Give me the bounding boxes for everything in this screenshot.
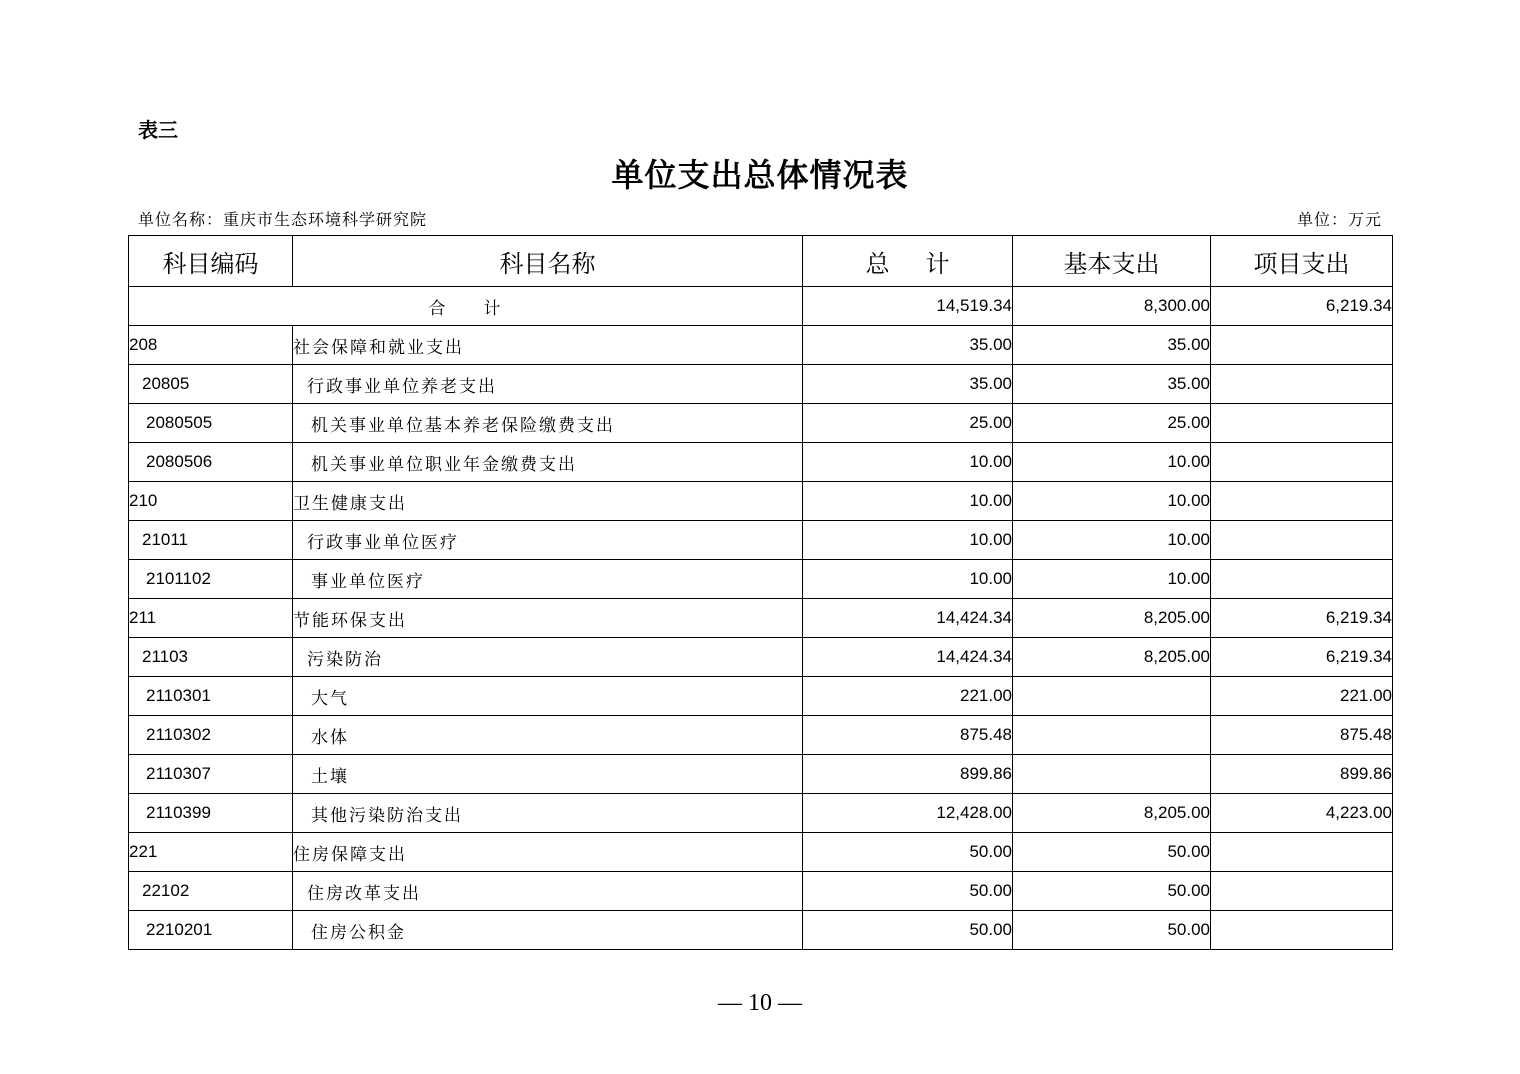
row-total: 14,424.34 xyxy=(803,638,1013,677)
row-basic: 25.00 xyxy=(1013,404,1211,443)
row-basic xyxy=(1013,677,1211,716)
row-project: 6,219.34 xyxy=(1211,599,1393,638)
row-name: 行政事业单位养老支出 xyxy=(293,365,803,404)
row-total: 25.00 xyxy=(803,404,1013,443)
table-row xyxy=(129,443,1393,482)
row-total: 10.00 xyxy=(803,560,1013,599)
row-total: 899.86 xyxy=(803,755,1013,794)
row-total: 221.00 xyxy=(803,677,1013,716)
table-row xyxy=(129,716,1393,755)
total-label-a: 合 xyxy=(428,298,448,319)
row-code: 20805 xyxy=(129,365,293,404)
row-project xyxy=(1211,560,1393,599)
total-row xyxy=(129,287,1393,326)
header-project: 项目支出 xyxy=(1211,236,1393,287)
unit-name: 单位名称：重庆市生态环境科学研究院 xyxy=(138,210,428,229)
row-name: 其他污染防治支出 xyxy=(293,794,803,833)
row-project: 875.48 xyxy=(1211,716,1393,755)
row-project xyxy=(1211,521,1393,560)
table-row xyxy=(129,365,1393,404)
row-basic: 10.00 xyxy=(1013,443,1211,482)
table-row xyxy=(129,482,1393,521)
row-name: 水体 xyxy=(293,716,803,755)
table-row xyxy=(129,521,1393,560)
row-basic: 10.00 xyxy=(1013,482,1211,521)
row-project: 6,219.34 xyxy=(1211,638,1393,677)
row-basic: 8,205.00 xyxy=(1013,638,1211,677)
row-basic: 50.00 xyxy=(1013,872,1211,911)
header-basic: 基本支出 xyxy=(1013,236,1211,287)
table-row xyxy=(129,872,1393,911)
row-code: 2110301 xyxy=(129,677,293,716)
row-name: 社会保障和就业支出 xyxy=(293,326,803,365)
row-total: 12,428.00 xyxy=(803,794,1013,833)
table-row xyxy=(129,599,1393,638)
row-project xyxy=(1211,833,1393,872)
row-total: 10.00 xyxy=(803,521,1013,560)
row-total: 14,424.34 xyxy=(803,599,1013,638)
row-basic: 8,205.00 xyxy=(1013,794,1211,833)
row-basic: 50.00 xyxy=(1013,833,1211,872)
row-code: 211 xyxy=(129,599,293,638)
header-total-b: 计 xyxy=(925,249,950,278)
row-basic xyxy=(1013,716,1211,755)
row-project xyxy=(1211,326,1393,365)
header-name: 科目名称 xyxy=(293,236,803,287)
row-name: 机关事业单位职业年金缴费支出 xyxy=(293,443,803,482)
row-project xyxy=(1211,404,1393,443)
row-basic: 10.00 xyxy=(1013,560,1211,599)
row-code: 2110399 xyxy=(129,794,293,833)
table-row xyxy=(129,833,1393,872)
row-basic: 35.00 xyxy=(1013,365,1211,404)
row-total: 10.00 xyxy=(803,443,1013,482)
table-row xyxy=(129,755,1393,794)
row-project xyxy=(1211,911,1393,950)
table-label: 表三 xyxy=(138,118,178,142)
table-row xyxy=(129,404,1393,443)
row-name: 大气 xyxy=(293,677,803,716)
row-code: 2080506 xyxy=(129,443,293,482)
total-row-basic: 8,300.00 xyxy=(1013,287,1211,326)
row-name: 节能环保支出 xyxy=(293,599,803,638)
row-code: 21103 xyxy=(129,638,293,677)
table-row xyxy=(129,794,1393,833)
row-name: 行政事业单位医疗 xyxy=(293,521,803,560)
row-total: 50.00 xyxy=(803,911,1013,950)
row-basic: 8,205.00 xyxy=(1013,599,1211,638)
row-name: 住房保障支出 xyxy=(293,833,803,872)
row-basic: 10.00 xyxy=(1013,521,1211,560)
table-row xyxy=(129,326,1393,365)
row-code: 2080505 xyxy=(129,404,293,443)
row-code: 2110302 xyxy=(129,716,293,755)
row-project xyxy=(1211,365,1393,404)
row-project: 221.00 xyxy=(1211,677,1393,716)
row-code: 2101102 xyxy=(129,560,293,599)
row-name: 住房公积金 xyxy=(293,911,803,950)
page-number: — 10 — xyxy=(718,990,802,1016)
row-code: 22102 xyxy=(129,872,293,911)
row-project xyxy=(1211,872,1393,911)
row-project xyxy=(1211,443,1393,482)
row-total: 50.00 xyxy=(803,872,1013,911)
row-basic: 50.00 xyxy=(1013,911,1211,950)
table-row xyxy=(129,638,1393,677)
header-total xyxy=(803,236,1013,287)
table-row xyxy=(129,560,1393,599)
row-code: 210 xyxy=(129,482,293,521)
table-row xyxy=(129,677,1393,716)
row-code: 208 xyxy=(129,326,293,365)
row-code: 2110307 xyxy=(129,755,293,794)
row-basic: 35.00 xyxy=(1013,326,1211,365)
row-code: 2210201 xyxy=(129,911,293,950)
row-name: 住房改革支出 xyxy=(293,872,803,911)
row-total: 875.48 xyxy=(803,716,1013,755)
total-label-b: 计 xyxy=(483,298,503,319)
row-name: 土壤 xyxy=(293,755,803,794)
header-row xyxy=(129,236,1393,287)
row-code: 21011 xyxy=(129,521,293,560)
row-name: 污染防治 xyxy=(293,638,803,677)
row-total: 50.00 xyxy=(803,833,1013,872)
row-name: 机关事业单位基本养老保险缴费支出 xyxy=(293,404,803,443)
total-row-label xyxy=(129,287,803,326)
row-code: 221 xyxy=(129,833,293,872)
table-row xyxy=(129,911,1393,950)
row-project: 4,223.00 xyxy=(1211,794,1393,833)
total-row-project: 6,219.34 xyxy=(1211,287,1393,326)
header-code: 科目编码 xyxy=(129,236,293,287)
row-name: 卫生健康支出 xyxy=(293,482,803,521)
page-title: 单位支出总体情况表 xyxy=(611,156,909,194)
header-total-a: 总 xyxy=(865,249,890,278)
row-total: 10.00 xyxy=(803,482,1013,521)
expense-table xyxy=(128,235,1393,950)
row-total: 35.00 xyxy=(803,365,1013,404)
row-name: 事业单位医疗 xyxy=(293,560,803,599)
row-total: 35.00 xyxy=(803,326,1013,365)
total-row-total: 14,519.34 xyxy=(803,287,1013,326)
row-project xyxy=(1211,482,1393,521)
unit-measure: 单位：万元 xyxy=(1296,210,1382,229)
row-project: 899.86 xyxy=(1211,755,1393,794)
row-basic xyxy=(1013,755,1211,794)
